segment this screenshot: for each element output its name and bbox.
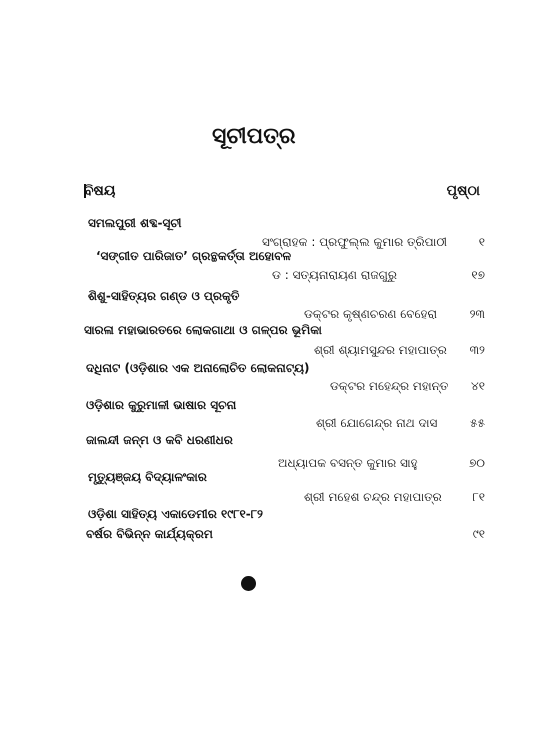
page-title: ସୂଚୀପତ୍ର bbox=[212, 124, 296, 149]
entry-author: ଡକ୍ଟର କୃଷ୍ଣଚରଣ ବେହେରା bbox=[304, 307, 438, 321]
entry-title: ମୃତ୍ୟୁଞ୍ଜୟ ବିଦ୍ୟାଳଂକାର bbox=[88, 470, 207, 484]
entry-title: ଶିଶୁ-ସାହିତ୍ୟର ଗଣ୍ଡ ଓ ପ୍ରକୃତି bbox=[88, 289, 240, 303]
entry-title: ସାରଳା ମହାଭାରତରେ ଲୋକଗାଥା ଓ ଗଳ୍ପର ଭୂମିକା bbox=[84, 323, 322, 337]
entry-author: ଶ୍ରୀ ଶ୍ୟାମସୁନ୍ଦର ମହାପାତ୍ର bbox=[314, 343, 447, 357]
entry-author: ଡକ୍ଟର ମହେନ୍ଦ୍ର ମହାନ୍ତ bbox=[330, 379, 449, 393]
entry-page: ୪୧ bbox=[471, 379, 485, 393]
entry-page: ୯୧ bbox=[472, 527, 485, 541]
entry-page: ୮୧ bbox=[472, 490, 485, 504]
entry-title: ସମଲପୁରୀ ଶବ୍ଦ-ସୂଚୀ bbox=[88, 216, 182, 230]
header-page: ପୃଷ୍ଠା bbox=[446, 183, 480, 199]
entry-page: ୨୩ bbox=[469, 307, 485, 321]
entry-page: ୧୭ bbox=[471, 268, 485, 282]
entry-title: ଓଡ଼ିଶା ସାହିତ୍ୟ ଏକାଡେମୀର ୧୯୮୧-୮୨ bbox=[88, 507, 263, 521]
entry-title: ‘ସଙ୍ଗୀତ ପାରିଜାତ’ ଗ୍ରନ୍ଥକର୍ତ୍ତା ଅହୋବଳ bbox=[96, 249, 292, 263]
entry-title: ବର୍ଷର ବିଭିନ୍ନ କାର୍ଯ୍ୟକ୍ରମ bbox=[86, 527, 213, 541]
entry-title: ଦଧିନାଟ (ଓଡ଼ିଶାର ଏକ ଅନାଲୋଚିତ ଲୋକନାଟ୍ୟ) bbox=[86, 361, 310, 375]
entry-author: ଶ୍ରୀ ମହେଶ ଚନ୍ଦ୍ର ମହାପାତ୍ର bbox=[304, 490, 442, 504]
entry-page: ୭୦ bbox=[468, 456, 485, 470]
entry-author: ଶ୍ରୀ ଯୋଗେନ୍ଦ୍ର ନାଥ ଦାସ bbox=[316, 416, 438, 430]
entry-author: ଡ : ସତ୍ୟନାରାୟଣ ରାଜଗୁରୁ bbox=[272, 268, 397, 282]
entry-author: ସଂଗ୍ରାହକ : ପ୍ରଫୁଲ୍ଲ କୁମାର ତ୍ରିପାଠୀ bbox=[262, 235, 447, 249]
header-subject: ବିଷୟ bbox=[84, 183, 116, 199]
entry-page: ୩୨ bbox=[469, 343, 485, 357]
entry-page: ୧ bbox=[478, 235, 485, 249]
entry-title: ଜାଲନ୍ଦୀ ଜନ୍ମ ଓ କବି ଧରଣୀଧର bbox=[86, 433, 233, 447]
entry-page: ୫୫ bbox=[470, 416, 485, 430]
entry-author: ଅଧ୍ୟାପକ ବସନ୍ତ କୁମାର ସାହୁ bbox=[278, 456, 418, 470]
entry-title: ଓଡ଼ିଶାର କୁରୁମାଳୀ ଭାଷାର ସୂଚନା bbox=[86, 398, 237, 412]
page-bullet-mark bbox=[241, 576, 256, 591]
